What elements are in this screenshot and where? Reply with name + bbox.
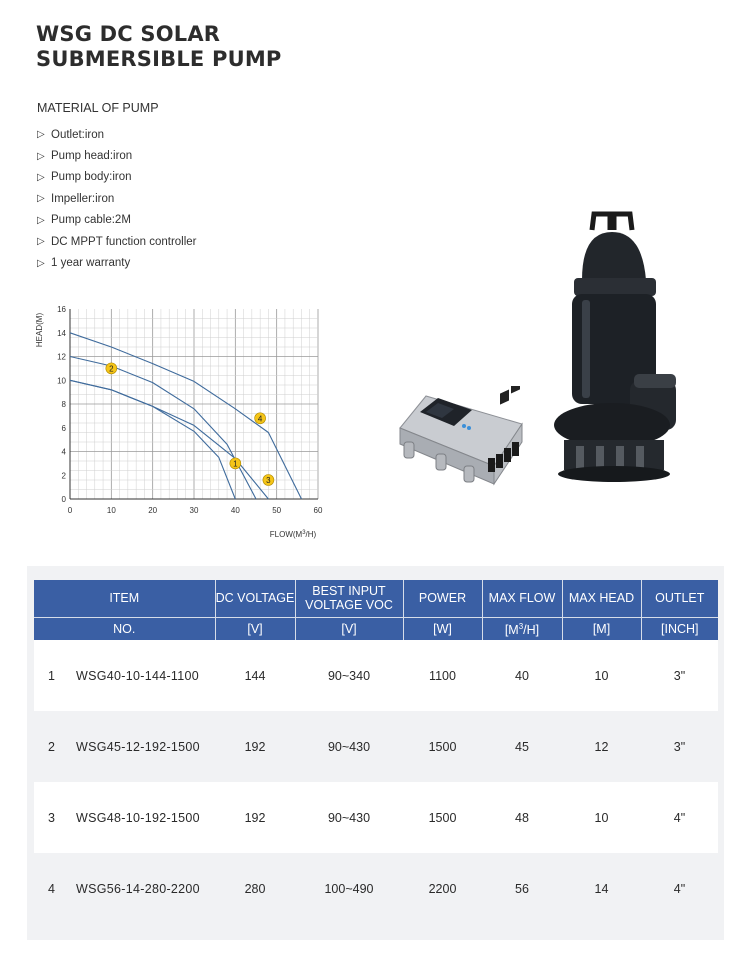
material-item: [37, 252, 197, 273]
col-header-best-input-voltage: BEST INPUT VOLTAGE VOC: [295, 580, 403, 617]
y-tick-label: 8: [61, 400, 66, 409]
cell-voc: 90~430: [295, 782, 403, 853]
model-name: WSG40-10-144-1100: [76, 668, 199, 683]
cell-dc-voltage: 192: [215, 711, 295, 782]
cell-max-head: 10: [562, 782, 641, 853]
y-tick-label: 6: [61, 423, 66, 433]
material-item: [37, 231, 197, 252]
table-row: [34, 853, 718, 924]
unit-power: [W]: [403, 617, 482, 640]
y-tick-label: 0: [61, 495, 66, 504]
material-item: [37, 124, 197, 145]
material-item-text: Outlet:iron: [51, 128, 105, 141]
page-title: [36, 22, 282, 72]
table-row: [34, 640, 718, 711]
row-number: 1: [48, 668, 56, 683]
row-number: 2: [48, 739, 56, 754]
y-tick-label: 10: [57, 376, 66, 386]
cell-model: [34, 640, 215, 711]
material-item-text: Pump cable:2M: [51, 214, 131, 227]
y-tick-label: 16: [57, 305, 66, 314]
col-header-outlet: OUTLET: [641, 580, 718, 617]
unit-max-head: [M]: [562, 617, 641, 640]
y-tick-label: 12: [57, 352, 66, 362]
cell-max-flow: 56: [482, 853, 562, 924]
x-axis-label: $FLOW(M^3/H)$: [269, 530, 317, 539]
material-item: [37, 210, 197, 231]
unit-best-input-voltage: [V]: [295, 617, 403, 640]
triangle-right-icon: ▷: [37, 236, 45, 248]
unit-outlet: [INCH]: [641, 617, 718, 640]
material-heading: MATERIAL OF PUMP: [37, 101, 159, 115]
x-tick-label: 60: [313, 506, 323, 515]
performance-chart: [30, 300, 340, 550]
cell-model: [34, 782, 215, 853]
triangle-right-icon: ▷: [37, 257, 45, 269]
performance-chart-svg: [30, 300, 340, 550]
controller-illustration: [392, 386, 528, 498]
x-tick-label: 40: [230, 506, 240, 515]
model-name: WSG48-10-192-1500: [76, 810, 200, 825]
triangle-right-icon: ▷: [37, 193, 45, 205]
cell-power: 1500: [403, 782, 482, 853]
unit-no: NO.: [34, 617, 215, 640]
curve-marker-label: 1: [233, 459, 238, 469]
triangle-right-icon: ▷: [37, 129, 45, 141]
cell-voc: 90~430: [295, 711, 403, 782]
table-unit-row: [34, 617, 718, 640]
model-name: WSG45-12-192-1500: [76, 739, 200, 754]
col-header-max-head: MAX HEAD: [562, 580, 641, 617]
col-header-max-flow: MAX FLOW: [482, 580, 562, 617]
cell-dc-voltage: 280: [215, 853, 295, 924]
material-item-text: Pump body:iron: [51, 171, 132, 184]
cell-outlet: 3": [641, 640, 718, 711]
y-tick-label: 14: [57, 328, 66, 338]
table-row: [34, 782, 718, 853]
cell-voc: 90~340: [295, 640, 403, 711]
col-header-item: ITEM: [34, 580, 215, 617]
x-tick-label: 30: [189, 506, 199, 515]
x-tick-label: 10: [106, 506, 116, 515]
cell-power: 2200: [403, 853, 482, 924]
row-number: 4: [48, 881, 56, 896]
performance-curve-2: [70, 357, 256, 500]
table-row: [34, 711, 718, 782]
col-header-dc-voltage: DC VOLTAGE: [215, 580, 295, 617]
cell-max-flow: 40: [482, 640, 562, 711]
row-number: 3: [48, 810, 56, 825]
cell-outlet: 4": [641, 782, 718, 853]
triangle-right-icon: ▷: [37, 171, 45, 183]
x-tick-label: 50: [272, 506, 282, 515]
triangle-right-icon: ▷: [37, 214, 45, 226]
controller-image: [392, 386, 528, 498]
x-tick-label: 0: [67, 506, 73, 515]
material-item-text: 1 year warranty: [51, 257, 131, 270]
model-name: WSG56-14-280-2200: [76, 881, 200, 896]
y-tick-label: 4: [61, 447, 66, 457]
material-list: [37, 124, 197, 274]
cell-outlet: 3": [641, 711, 718, 782]
x-tick-label: 20: [148, 506, 158, 515]
spec-table: [34, 580, 718, 924]
unit-max-flow: $[M^3/H]$: [482, 617, 562, 640]
material-item-text: Pump head:iron: [51, 150, 133, 163]
table-header-row: [34, 580, 718, 617]
cell-max-flow: 48: [482, 782, 562, 853]
pump-illustration: [552, 210, 692, 485]
pump-image: [552, 210, 692, 485]
y-axis-label: HEAD(M): [35, 312, 44, 348]
material-item: [37, 167, 197, 188]
title-line-2: SUBMERSIBLE PUMP: [36, 47, 282, 71]
material-item: [37, 188, 197, 209]
y-tick-label: 2: [61, 471, 66, 481]
cell-max-head: 12: [562, 711, 641, 782]
curve-marker-label: 4: [257, 414, 263, 424]
material-item: [37, 145, 197, 166]
material-item-text: DC MPPT function controller: [51, 235, 197, 248]
curve-marker-label: 3: [266, 476, 271, 485]
cell-dc-voltage: 192: [215, 782, 295, 853]
cell-max-head: 14: [562, 853, 641, 924]
cell-max-flow: 45: [482, 711, 562, 782]
cell-model: [34, 853, 215, 924]
material-item-text: Impeller:iron: [51, 192, 115, 205]
title-line-1: WSG DC SOLAR: [36, 22, 221, 46]
cell-model: [34, 711, 215, 782]
unit-dc-voltage: [V]: [215, 617, 295, 640]
cell-max-head: 10: [562, 640, 641, 711]
cell-dc-voltage: 144: [215, 640, 295, 711]
triangle-right-icon: ▷: [37, 150, 45, 162]
cell-power: 1100: [403, 640, 482, 711]
cell-outlet: 4": [641, 853, 718, 924]
cell-power: 1500: [403, 711, 482, 782]
curve-marker-label: 2: [109, 364, 114, 374]
col-header-power: POWER: [403, 580, 482, 617]
cell-voc: 100~490: [295, 853, 403, 924]
